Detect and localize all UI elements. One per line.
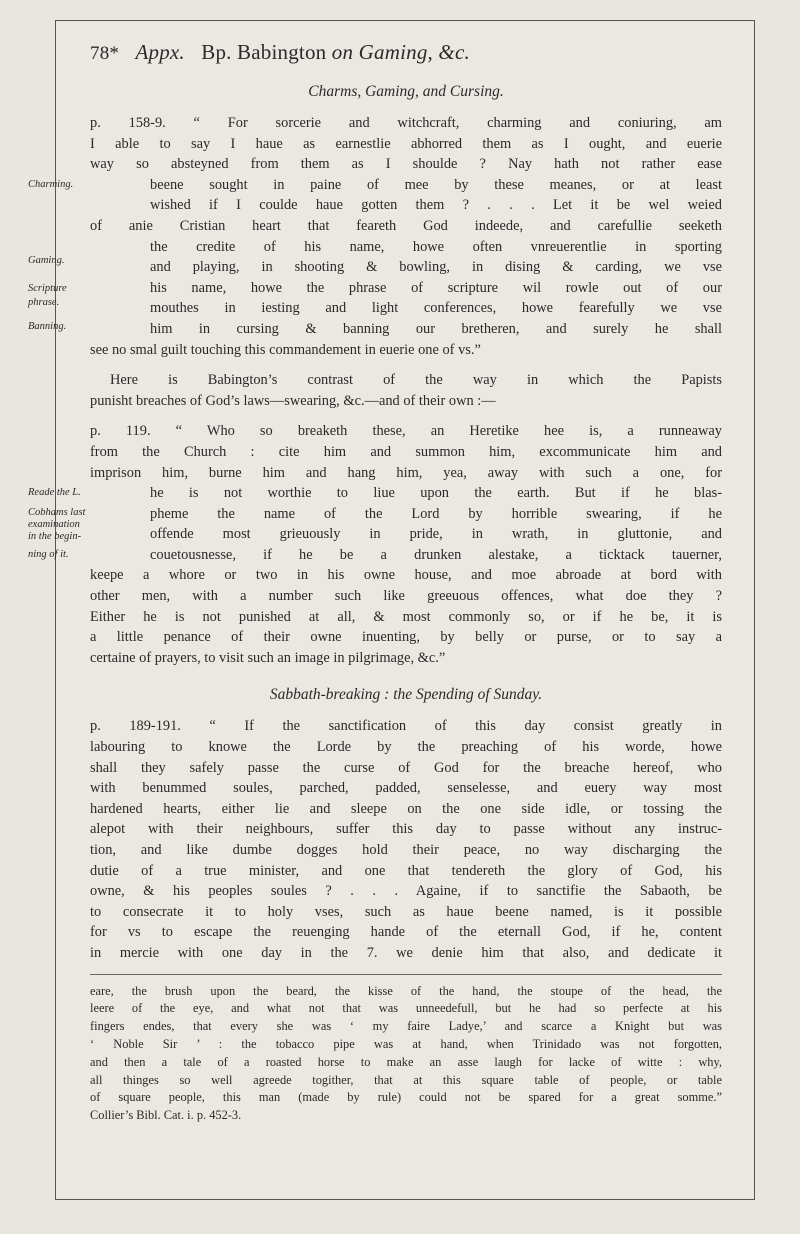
text-line: in mercie with one day in the 7. we denie him that also, and dedicate it xyxy=(90,944,722,961)
margin-note-ning: ning of it. xyxy=(28,549,69,561)
text-line: certaine of prayers, to visit such an image in pilgrimage, &c.” xyxy=(90,649,446,666)
header-on: on xyxy=(331,40,354,64)
text-line: I able to say I haue as earnestlie abhorred them as I ought, and euerie xyxy=(90,135,722,152)
text-line: labouring to knowe the Lorde by the preaching of his worde, howe xyxy=(90,739,722,756)
footnote-line: eare, the brush upon the beard, the kisse of the hand, the stoupe of the head, the xyxy=(90,983,722,998)
footnote-line: all thinges so well agreede togither, that at this square table of people, or table xyxy=(90,1072,722,1087)
text-line: couetousnesse, if he be a drunken alestake, a ticktack tauerner, xyxy=(150,546,722,563)
text-line: p. 158-9. “ For sorcerie and witchcraft, charming and coniuring, am xyxy=(90,115,722,131)
footnote-line: and then a tale of a roasted horse to make an asse laugh for lacke of witte : why, xyxy=(90,1054,722,1069)
footnote-line: ‘ Noble Sir ’ : the tobacco pipe was at hand, when Trinidado was not forgotten, xyxy=(90,1036,722,1051)
footnote-line: of square people, this man (made by rule) could not be spared for a great somme.” xyxy=(90,1090,722,1105)
text-line: hardened hearts, either lie and sleepe on the one side idle, or tossing the xyxy=(90,800,722,817)
text-line: way so absteyned from them as I shoulde ? Nay hath not rather ease xyxy=(90,156,722,173)
footnote-rule xyxy=(90,974,722,975)
margin-note-banning: Banning. xyxy=(28,321,67,332)
text-line: owne, & his peoples soules ? . . . Againe, if to sanctifie the Sabaoth, be xyxy=(90,883,722,900)
section-title-charms: Charms, Gaming, and Cursing. xyxy=(308,83,504,100)
text-line: a little penance of their owne inuenting, by belly or purse, or to say a xyxy=(90,629,722,646)
text-line: to consecrate it to holy vses, such as haue beene named, is it possible xyxy=(90,903,722,920)
margin-note-cobhams: Cobhams last xyxy=(28,507,86,519)
text-line: p. 189-191. “ If the sanctification of this day consist greatly in xyxy=(90,718,722,735)
text-line: offende most grieuously in pride, in wrath, in gluttonie, and xyxy=(150,526,722,543)
text-line: wished if I coulde haue gotten them ? . . . Let it be wel weied xyxy=(150,197,722,214)
paragraph-charms xyxy=(28,113,722,360)
text-line: other men, with a number such like greeuous offences, what doe they ? xyxy=(90,588,722,605)
running-head xyxy=(90,40,722,65)
margin-note-charming: Charming. xyxy=(28,179,74,190)
header-subject: Gaming, &c. xyxy=(358,40,470,64)
text-line: shall they safely passe the curse of God for the breache hereof, who xyxy=(90,759,722,776)
footnote-line: fingers endes, that every she was ‘ my faire Ladye,’ and scarce a Knight but was xyxy=(90,1019,722,1034)
text-line: beene sought in paine of mee by these meanes, or at least xyxy=(150,176,722,193)
text-line: tion, and like dumbe dogges hold their peace, no way discharging the xyxy=(90,842,722,858)
text-line: he is not worthie to liue upon the earth. But if he blas- xyxy=(150,485,722,502)
text-line: and playing, in shooting & bowling, in dising & carding, we vse xyxy=(150,259,722,276)
text-line: the credite of his name, howe often vnreuerentlie in sporting xyxy=(150,238,722,255)
section-title-sabbath: Sabbath-breaking : the Spending of Sunday. xyxy=(269,686,543,704)
text-line: pheme the name of the Lord by horrible swearing, if he xyxy=(150,505,722,522)
paragraph-heretike xyxy=(28,421,722,668)
footnote-citation: Collier’s Bibl. Cat. i. p. 452-3. xyxy=(90,1108,242,1123)
text-line: his name, howe the phrase of scripture wil rowle out of our xyxy=(150,279,722,296)
margin-note-reade: Reade the L. xyxy=(28,487,81,499)
text-line: punisht breaches of God’s laws—swearing, &c.—and of their own :— xyxy=(90,392,496,409)
margin-note-gaming: Gaming. xyxy=(28,255,65,266)
text-line: with benummed soules, parched, padded, senselesse, and euery way most xyxy=(90,780,722,797)
text-line: imprison him, burne him and hang him, yea, away with such a one, for xyxy=(90,464,722,481)
margin-note-scripture: Scripture xyxy=(28,283,67,294)
paragraph-sabbath xyxy=(90,716,722,963)
header-author: Bp. Babington xyxy=(201,40,327,64)
text-line: Here is Babington’s contrast of the way in which the Papists xyxy=(110,372,722,389)
page-number: 78* xyxy=(90,43,120,64)
margin-note-examination: examination xyxy=(28,519,80,531)
text-line: alepot with their neighbours, suffer this day to passe without any instruc- xyxy=(90,821,722,838)
text-line: mouthes in iesting and light conferences, howe fearefully we vse xyxy=(150,300,722,317)
text-line: of anie Cristian heart that feareth God indeede, and carefullie seeketh xyxy=(90,217,722,234)
margin-note-begin: in the begin- xyxy=(28,531,82,543)
text-line: for vs to escape the reuenging hande of the eternall God, if he, content xyxy=(90,924,722,941)
text-line: see no smal guilt touching this commandement in euerie one of vs.” xyxy=(90,341,481,358)
text-line: dutie of a true minister, and one that tendereth the glory of God, his xyxy=(90,862,722,879)
page-content xyxy=(28,40,722,1125)
paragraph-contrast xyxy=(90,370,722,411)
text-line: keepe a whore or two in his owne house, and moe abroade at bord with xyxy=(90,567,722,584)
text-line: p. 119. “ Who so breaketh these, an Heretike hee is, a runneaway xyxy=(90,423,722,440)
footnote xyxy=(90,983,722,1125)
text-line: him in cursing & banning our bretheren, and surely he shall xyxy=(150,320,722,337)
margin-note-phrase: phrase. xyxy=(28,297,60,308)
appendix-label: Appx. xyxy=(135,40,185,64)
text-line: from the Church : cite him and summon him, excommunicate him and xyxy=(90,443,722,460)
footnote-line: leere of the eye, and what not that was unneedefull, but he had so perfecte at his xyxy=(90,1001,722,1016)
text-line: Either he is not punished at all, & most commonly so, or if he be, it is xyxy=(90,608,722,625)
